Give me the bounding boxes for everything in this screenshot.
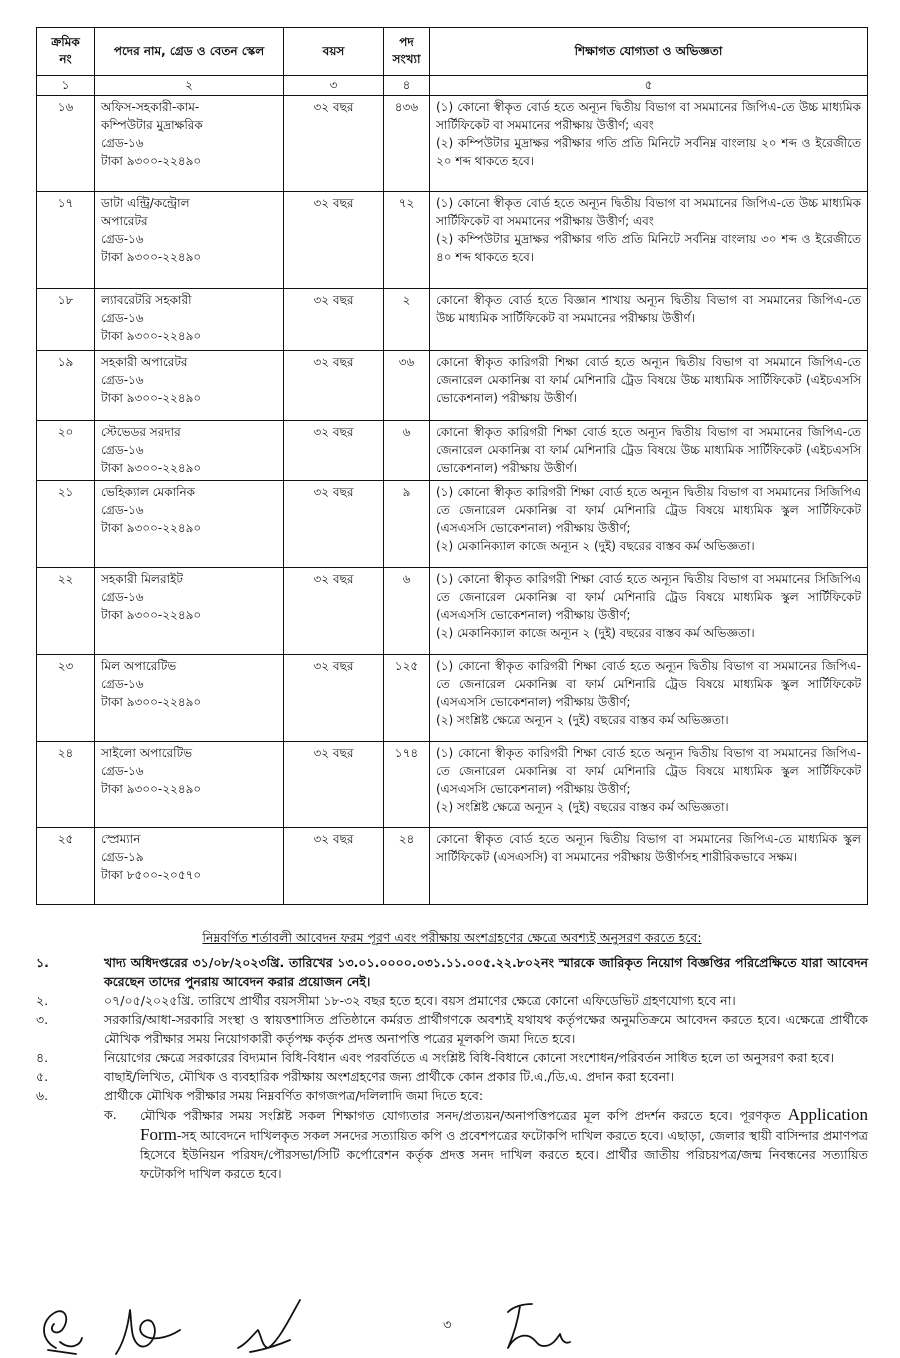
serial-cell: ২৩: [37, 655, 95, 742]
table-row: [37, 96, 868, 192]
post-line: টাকা ৯৩০০-২২৪৯০: [101, 154, 202, 168]
post-line: টাকা ৯৩০০-২২৪৯০: [101, 461, 202, 475]
post-line: স্টেভেডর সরদার: [101, 425, 181, 439]
post-line: অফিস-সহকারী-কাম-: [101, 100, 200, 114]
condition-item: [36, 991, 868, 1010]
post-line: গ্রেড-১৬: [101, 503, 144, 517]
serial-cell: ১৭: [37, 192, 95, 289]
column-number: ৪: [384, 76, 430, 96]
condition-text: বাছাই/লিখিত, মৌখিক ও ব্যবহারিক পরীক্ষায় অংশগ্রহণের জন্য প্রার্থীকে কোন প্রকার টি.এ./ডি.এ. প্রদান করা হবেনা।: [104, 1069, 675, 1084]
signature-3-icon: [238, 1300, 300, 1352]
qualification-cell: [430, 289, 868, 351]
post-line: সাইলো অপারেটিভ: [101, 746, 193, 760]
table-row: [37, 351, 868, 421]
qualification-line: কোনো স্বীকৃত বোর্ড হতে বিজ্ঞান শাখায় অন্যূন দ্বিতীয় বিভাগ বা সমমানের জিপিএ-তে উচ্চ মাধ্যমিক সার্টিফিকেট বা সমমানের পরীক্ষায় উত্তীর্ণ।: [436, 293, 861, 325]
qualification-line: (১) কোনো স্বীকৃত কারিগরী শিক্ষা বোর্ড হতে অন্যূন দ্বিতীয় বিভাগ বা সমমানের সিজিপিএ তে জেনারেল মেকানিক্স বা ফার্ম মেশিনারি ট্রেড বিষয়ে মাধ্যমিক স্কুল সার্টিফিকেট (এসএসসি ভোকেশনাল) পরীক্ষায় উত্তীর্ণ;: [436, 485, 861, 535]
subitem-text-before: মৌখিক পরীক্ষার সময় সংশ্লিষ্ট সকল শিক্ষাগত যোগ্যতার সনদ/প্রত্যয়ন/অনাপত্তিপত্রের মূল কপি প্রদর্শন করতে হবে। পূরণকৃত: [140, 1108, 788, 1123]
count-cell: ৬: [384, 568, 430, 655]
age-cell: ৩২ বছর: [284, 481, 384, 568]
serial-cell: ২৪: [37, 742, 95, 828]
qualification-line: (২) মেকানিক্যাল কাজে অন্যূন ২ (দুই) বছরের বাস্তব কর্ম অভিজ্ঞতা।: [436, 626, 755, 640]
post-line: গ্রেড-১৬: [101, 232, 144, 246]
table-row: [37, 742, 868, 828]
qualification-line: কোনো স্বীকৃত বোর্ড হতে অন্যূন দ্বিতীয় বিভাগ বা সমমানের জিপিএ-তে মাধ্যমিক স্কুল সার্টিফিকেট (এসএসসি) বা সমমানের পরীক্ষায় উত্তীর্ণসহ শারীরিকভাবে সক্ষম।: [436, 832, 861, 864]
serial-cell: ১৮: [37, 289, 95, 351]
qualification-line: (১) কোনো স্বীকৃত বোর্ড হতে অন্যূন দ্বিতীয় বিভাগ বা সমমানের জিপিএ-তে উচ্চ মাধ্যমিক সার্টিফিকেট বা সমমানের পরীক্ষায় উত্তীর্ণ; এবং: [436, 196, 861, 228]
header-age: বয়স: [284, 28, 384, 76]
count-cell: ১২৫: [384, 655, 430, 742]
count-cell: ২: [384, 289, 430, 351]
post-cell: [95, 568, 284, 655]
table-row: [37, 828, 868, 905]
signature-4-icon: [508, 1304, 570, 1348]
post-cell: [95, 655, 284, 742]
post-line: সহকারী অপারেটর: [101, 355, 188, 369]
serial-cell: ১৬: [37, 96, 95, 192]
age-cell: ৩২ বছর: [284, 289, 384, 351]
post-cell: [95, 421, 284, 481]
table-row: [37, 481, 868, 568]
post-cell: [95, 289, 284, 351]
condition-item: [36, 1086, 868, 1105]
header-qualification: শিক্ষাগত যোগ্যতা ও অভিজ্ঞতা: [430, 28, 868, 76]
age-cell: ৩২ বছর: [284, 568, 384, 655]
conditions-heading: নিম্নবর্ণিত শর্তাবলী আবেদন ফরম পূরণ এবং পরীক্ষায় অংশগ্রহণের ক্ষেত্রে অবশ্যই অনুসরণ করতে হবে:: [202, 930, 702, 945]
condition-number: ৫.: [36, 1069, 49, 1084]
table-header-row: [37, 28, 868, 76]
post-line: অপারেটর: [101, 214, 148, 228]
post-line: গ্রেড-১৬: [101, 764, 144, 778]
qualification-line: (১) কোনো স্বীকৃত কারিগরী শিক্ষা বোর্ড হতে অন্যূন দ্বিতীয় বিভাগ বা সমমানের জিপিএ-তে জেনারেল মেকানিক্স বা ফার্ম মেশিনারি ট্রেড বিষয়ে মাধ্যমিক স্কুল সার্টিফিকেট (এসএসসি ভোকেশনাল) পরীক্ষায় উত্তীর্ণ;: [436, 746, 861, 796]
post-cell: [95, 96, 284, 192]
qualification-line: (২) মেকানিক্যাল কাজে অন্যূন ২ (দুই) বছরের বাস্তব কর্ম অভিজ্ঞতা।: [436, 539, 755, 553]
condition-text: সরকারি/আধা-সরকারি সংস্থা ও স্বায়ত্তশাসিত প্রতিষ্ঠানে কর্মরত প্রার্থীগণকে অবশ্যই যথাযথ কর্তৃপক্ষের অনুমতিক্রমে আবেদন করতে হবে। এক্ষেত্রে প্রার্থীকে মৌখিক পরীক্ষার সময় নিয়োগকারী কর্তৃপক্ষ কর্তৃক প্রদত্ত অনাপত্তি পত্রের মূলকপি জমা দিতে হবে।: [104, 1012, 868, 1046]
condition-subitem: [104, 1105, 868, 1183]
condition-number: ৪.: [36, 1050, 49, 1065]
header-count: পদ সংখ্যা: [384, 28, 430, 76]
post-line: টাকা ৯৩০০-২২৪৯০: [101, 391, 202, 405]
post-line: গ্রেড-১৬: [101, 373, 144, 387]
condition-item: [36, 1010, 868, 1048]
table-body: [37, 96, 868, 905]
table-row: [37, 289, 868, 351]
condition-text: খাদ্য অধিদপ্তরের ৩১/০৮/২০২৩খ্রি. তারিখের ১৩.০১.০০০০.০৩১.১১.০০৫.২২.৮০২নং স্মারকে জারিকৃত নিয়োগ বিজ্ঞপ্তির পরিপ্রেক্ষিতে যারা আবেদন করেছেন তাদের পুনরায় আবেদন করার প্রয়োজন নেই।: [104, 955, 868, 989]
qualification-cell: [430, 655, 868, 742]
condition-text: প্রার্থীকে মৌখিক পরীক্ষার সময় নিম্নবর্ণিত কাগজপত্র/দলিলাদি জমা দিতে হবে:: [104, 1088, 484, 1103]
column-number: ৩: [284, 76, 384, 96]
qualification-cell: [430, 192, 868, 289]
post-line: গ্রেড-১৯: [101, 850, 144, 864]
qualification-cell: [430, 96, 868, 192]
post-line: স্প্রেম্যান: [101, 832, 141, 846]
condition-item: [36, 953, 868, 991]
post-line: টাকা ৯৩০০-২২৪৯০: [101, 695, 202, 709]
qualification-cell: [430, 828, 868, 905]
subitem-text-after: -সহ আবেদনে দাখিলকৃত সকল সনদের সত্যায়িত কপি ও প্রবেশপত্রের ফটোকপি দাখিল করতে হবে। এছাড়া, জেলার স্থায়ী বাসিন্দার প্রমাণপত্র হিসেবে ইউনিয়ন পরিষদ/পৌরসভা/সিটি কর্পোরেশন কর্তৃক প্রদত্ত সনদ দাখিল করতে হবে। প্রার্থীর জাতীয় পরিচয়পত্র/জন্ম নিবন্ধনের সত্যায়িত ফটোকপি দাখিল করতে হবে।: [140, 1128, 868, 1181]
post-cell: [95, 828, 284, 905]
subitem-number: ক.: [104, 1107, 117, 1122]
post-line: সহকারী মিলরাইট: [101, 572, 183, 586]
vacancy-table: [36, 27, 868, 905]
condition-item: [36, 1048, 868, 1067]
post-line: গ্রেড-১৬: [101, 590, 144, 604]
age-cell: ৩২ বছর: [284, 421, 384, 481]
condition-number: ৩.: [36, 1012, 49, 1027]
age-cell: ৩২ বছর: [284, 828, 384, 905]
qualification-line: (১) কোনো স্বীকৃত কারিগরী শিক্ষা বোর্ড হতে অন্যূন দ্বিতীয় বিভাগ বা সমমানের জিপিএ-তে জেনারেল মেকানিক্স বা ফার্ম মেশিনারি ট্রেড বিষয়ে মাধ্যমিক স্কুল সার্টিফিকেট (এসএসসি ভোকেশনাল) পরীক্ষায় উত্তীর্ণ;: [436, 659, 861, 709]
condition-item: [36, 1067, 868, 1086]
post-line: টাকা ৯৩০০-২২৪৯০: [101, 782, 202, 796]
signature-2-icon: [116, 1310, 180, 1354]
post-cell: [95, 351, 284, 421]
qualification-line: (২) কম্পিউটার মুদ্রাক্ষর পরীক্ষার গতি প্রতি মিনিটে সর্বনিম্ন বাংলায় ৩০ শব্দ ও ইরেজীতে ৪০ শব্দ থাকতে হবে।: [436, 232, 861, 264]
post-line: টাকা ৯৩০০-২২৪৯০: [101, 250, 202, 264]
count-cell: ২৪: [384, 828, 430, 905]
post-cell: [95, 192, 284, 289]
table-row: [37, 192, 868, 289]
condition-number: ১.: [36, 955, 49, 970]
condition-text: নিয়োগের ক্ষেত্রে সরকারের বিদ্যমান বিধি-বিধান এবং পরবর্তিতে এ সংশ্লিষ্ট বিধি-বিধানে কোনো সংশোধন/পরিবর্তন সাধিত হলে তা অনুসরণ করা হবে।: [104, 1050, 835, 1065]
table-row: [37, 421, 868, 481]
post-line: টাকা ৯৩০০-২২৪৯০: [101, 329, 202, 343]
qualification-cell: [430, 421, 868, 481]
post-line: গ্রেড-১৬: [101, 136, 144, 150]
post-line: গ্রেড-১৬: [101, 443, 144, 457]
age-cell: ৩২ বছর: [284, 351, 384, 421]
serial-cell: ২৫: [37, 828, 95, 905]
qualification-cell: [430, 481, 868, 568]
qualification-line: (২) সংশ্লিষ্ট ক্ষেত্রে অন্যূন ২ (দুই) বছরের বাস্তব কর্ম অভিজ্ঞতা।: [436, 800, 729, 814]
post-cell: [95, 481, 284, 568]
post-line: টাকা ৮৫০০-২০৫৭০: [101, 868, 202, 882]
age-cell: ৩২ বছর: [284, 742, 384, 828]
column-number: ২: [95, 76, 284, 96]
count-cell: ৭২: [384, 192, 430, 289]
column-number: ১: [37, 76, 95, 96]
post-cell: [95, 742, 284, 828]
serial-cell: ২০: [37, 421, 95, 481]
serial-cell: ২১: [37, 481, 95, 568]
post-line: ভেহিক্যাল মেকানিক: [101, 485, 196, 499]
age-cell: ৩২ বছর: [284, 192, 384, 289]
post-line: গ্রেড-১৬: [101, 311, 144, 325]
post-line: ল্যাবরেটরি সহকারী: [101, 293, 192, 307]
post-line: কম্পিউটার মুদ্রাক্ষরিক: [101, 118, 203, 132]
condition-number: ২.: [36, 993, 49, 1008]
column-number-row: [37, 76, 868, 96]
qualification-cell: [430, 351, 868, 421]
count-cell: ৬: [384, 421, 430, 481]
age-cell: ৩২ বছর: [284, 655, 384, 742]
table-row: [37, 568, 868, 655]
count-cell: ১৭৪: [384, 742, 430, 828]
serial-cell: ২২: [37, 568, 95, 655]
post-line: টাকা ৯৩০০-২২৪৯০: [101, 521, 202, 535]
count-cell: ৩৬: [384, 351, 430, 421]
qualification-line: (২) সংশ্লিষ্ট ক্ষেত্রে অন্যূন ২ (দুই) বছরের বাস্তব কর্ম অভিজ্ঞতা।: [436, 713, 729, 727]
age-cell: ৩২ বছর: [284, 96, 384, 192]
count-cell: ৯: [384, 481, 430, 568]
count-cell: ৪৩৬: [384, 96, 430, 192]
qualification-cell: [430, 568, 868, 655]
qualification-line: (১) কোনো স্বীকৃত বোর্ড হতে অন্যূন দ্বিতীয় বিভাগ বা সমমানের জিপিএ-তে উচ্চ মাধ্যমিক সার্টিফিকেট বা সমমানের পরীক্ষায় উত্তীর্ণ; এবং: [436, 100, 861, 132]
table-row: [37, 655, 868, 742]
header-serial: ক্রমিক নং: [37, 28, 95, 76]
post-line: মিল অপারেটিভ: [101, 659, 177, 673]
signature-1-icon: [44, 1311, 82, 1354]
qualification-line: কোনো স্বীকৃত কারিগরী শিক্ষা বোর্ড হতে অন্যূন দ্বিতীয় বিভাগ বা সমমানের জিপিএ-তে জেনারেল মেকানিক্স বা ফার্ম মেশিনারি ট্রেড বিষয়ে উচ্চ মাধ্যমিক সার্টিফিকেট (এইচএসসি ভোকেশনাল) পরীক্ষায় উত্তীর্ণ।: [436, 425, 861, 475]
condition-number: ৬.: [36, 1088, 49, 1103]
application-form-text: Application Form: [140, 1105, 868, 1144]
column-number: ৫: [430, 76, 868, 96]
qualification-line: কোনো স্বীকৃত কারিগরী শিক্ষা বোর্ড হতে অন্যূন দ্বিতীয় বিভাগ বা সমমানে জিপিএ-তে জেনারেল মেকানিক্স বা ফার্ম মেশিনারি ট্রেড বিষয়ে উচ্চ মাধ্যমিক সার্টিফিকেট (এইচএসসি ভোকেশনাল) পরীক্ষায় উত্তীর্ণ।: [436, 355, 861, 405]
qualification-line: (২) কম্পিউটার মুদ্রাক্ষর পরীক্ষার গতি প্রতি মিনিটে সর্বনিম্ন বাংলায় ২০ শব্দ ও ইরেজীতে ২০ শব্দ থাকতে হবে।: [436, 136, 861, 168]
condition-subitem-wrapper: [36, 1105, 868, 1183]
post-line: গ্রেড-১৬: [101, 677, 144, 691]
post-line: টাকা ৯৩০০-২২৪৯০: [101, 608, 202, 622]
qualification-line: (১) কোনো স্বীকৃত কারিগরী শিক্ষা বোর্ড হতে অন্যূন দ্বিতীয় বিভাগ বা সমমানের সিজিপিএ তে জেনারেল মেকানিক্স বা ফার্ম মেশিনারি ট্রেড বিষয়ে মাধ্যমিক স্কুল সার্টিফিকেট (এসএসসি ভোকেশনাল) পরীক্ষায় উত্তীর্ণ;: [436, 572, 861, 622]
header-post: পদের নাম, গ্রেড ও বেতন স্কেল: [95, 28, 284, 76]
condition-text: ০৭/০৫/২০২৫খ্রি. তারিখে প্রার্থীর বয়সসীমা ১৮-৩২ বছর হতে হবে। বয়স প্রমাণের ক্ষেত্রে কোনো এফিডেভিট গ্রহণযোগ্য হবে না।: [104, 993, 736, 1008]
post-line: ডাটা এন্ট্রি/কন্ট্রোল: [101, 196, 190, 210]
page-number: ৩: [443, 1318, 452, 1333]
serial-cell: ১৯: [37, 351, 95, 421]
conditions-section: [36, 928, 868, 1183]
qualification-cell: [430, 742, 868, 828]
